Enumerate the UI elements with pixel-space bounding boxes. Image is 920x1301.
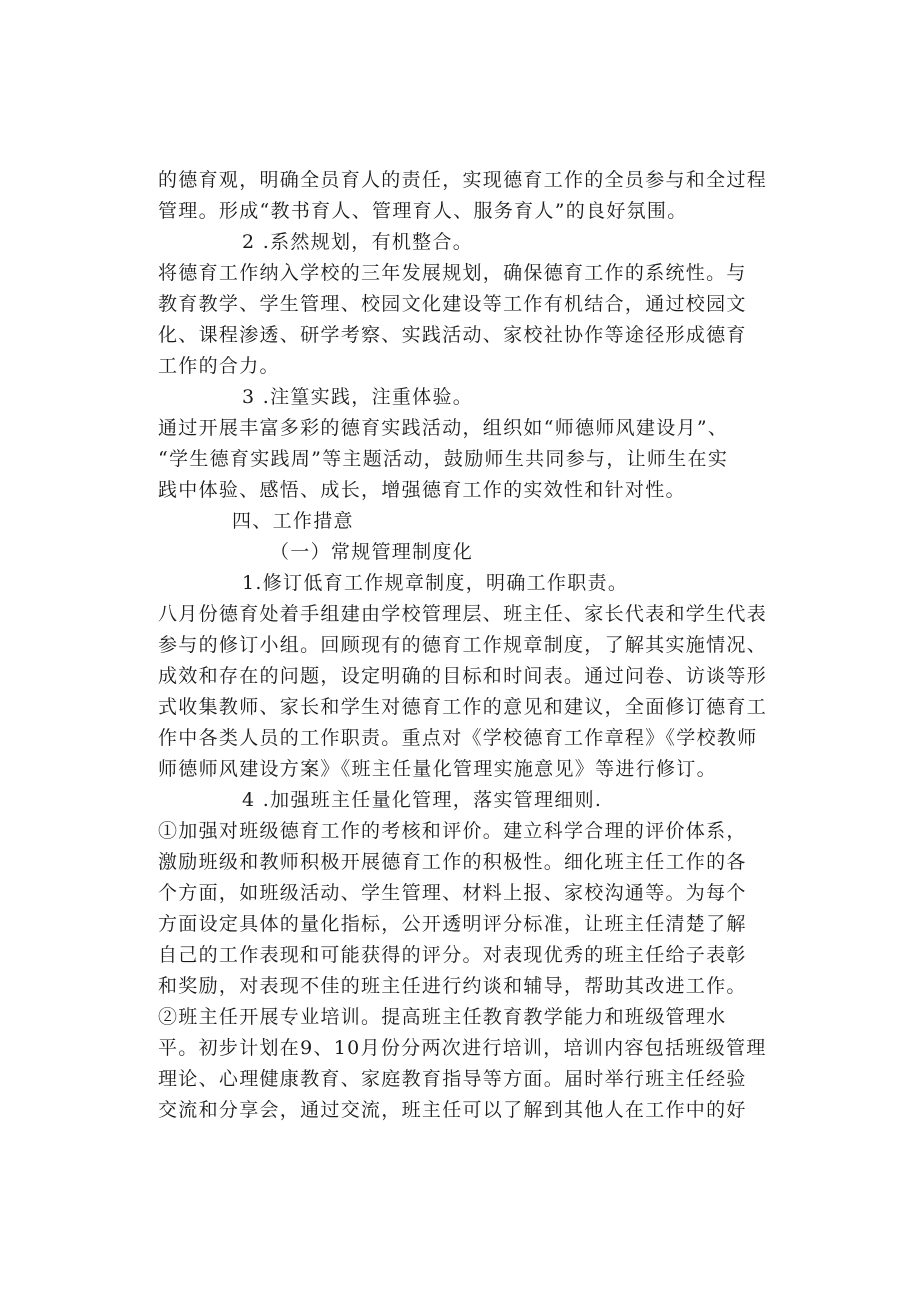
paragraph-line: 将德育工作纳入学校的三年发展规划，确保德育工作的系统性。与 xyxy=(158,262,747,284)
section-heading: 4 .加强班主任量化管理，落实管理细则. xyxy=(242,789,603,811)
paragraph-line: 的德育观，明确全员育人的责任，实现德育工作的全员参与和全过程 xyxy=(158,169,768,191)
paragraph-line: 作中各类人员的工作职责。重点对《学校德育工作章程》《学校教师 xyxy=(158,727,758,749)
paragraph-line: 理论、心理健康教育、家庭教育指导等方面。届时举行班主任经验 xyxy=(158,1068,747,1090)
paragraph-line: 式收集教师、家长和学生对德育工作的意见和建议，全面修订德育工 xyxy=(158,696,768,718)
section-heading: （一）常规管理制度化 xyxy=(270,541,474,563)
paragraph-line: 践中体验、感悟、成长，增强德育工作的实效性和针对性。 xyxy=(158,479,686,501)
paragraph-line: 工作的合力。 xyxy=(158,355,280,377)
section-heading: 3 .注篁实践，注重体验。 xyxy=(242,386,474,408)
paragraph-line: “学生德育实践周”等主题活动，鼓励师生共同参与，让师生在实 xyxy=(158,448,729,470)
paragraph-line: 激励班级和教师积极开展德育工作的积极性。细化班主任工作的各 xyxy=(158,851,747,873)
paragraph-line: 师德师风建设方案》《班主任量化管理实施意见》等进行修订。 xyxy=(158,758,717,780)
paragraph-line: ②班主任开展专业培训。提高班主任教育教学能力和班级管理水 xyxy=(158,1006,727,1028)
paragraph-line: 方面设定具体的量化指标，公开透明评分标准，让班主任清楚了解 xyxy=(158,913,747,935)
paragraph-line: 通过开展丰富多彩的德育实践活动，组织如“师德师风建设月”、 xyxy=(158,417,729,439)
section-heading: 1.修订低育工作规章制度，明确工作职责。 xyxy=(242,572,629,594)
paragraph-line: 平。初步计划在9、10月份分两次进行培训，培训内容包括班级管理 xyxy=(158,1037,767,1059)
paragraph-line: 和奖励，对表现不佳的班主任进行约谈和辅导，帮助其改进工作。 xyxy=(158,975,747,997)
section-heading: 2 .系然规划，有机整合。 xyxy=(242,231,474,253)
paragraph-line: 自己的工作表现和可能获得的评分。对表现优秀的班主任给子表彰 xyxy=(158,944,747,966)
section-heading: 四、工作措意 xyxy=(232,510,354,532)
paragraph-line: 参与的修订小组。回顾现有的德育工作规章制度，了解其实施情况、 xyxy=(158,634,768,656)
paragraph-line: 八月份德育处着手组建由学校管理层、班主任、家长代表和学生代表 xyxy=(158,603,768,625)
paragraph-line: 成效和存在的问题，设定明确的目标和时间表。通过问卷、访谈等形 xyxy=(158,665,768,687)
paragraph-line: 管理。形成“教书育人、管理育人、服务育人”的良好氛围。 xyxy=(158,200,688,222)
paragraph-line: 交流和分享会，通过交流，班主任可以了解到其他人在工作中的好 xyxy=(158,1099,747,1121)
paragraph-line: ①加强对班级德育工作的考核和评价。建立科学合理的评价体系， xyxy=(158,820,747,842)
paragraph-line: 教育教学、学生管理、校园文化建设等工作有机结合，通过校园文 xyxy=(158,293,747,315)
paragraph-line: 化、课程渗透、研学考察、实践活动、家校社协作等途径形成德育 xyxy=(158,324,747,346)
paragraph-line: 个方面，如班级活动、学生管理、材料上报、家校沟通等。为每个 xyxy=(158,882,747,904)
